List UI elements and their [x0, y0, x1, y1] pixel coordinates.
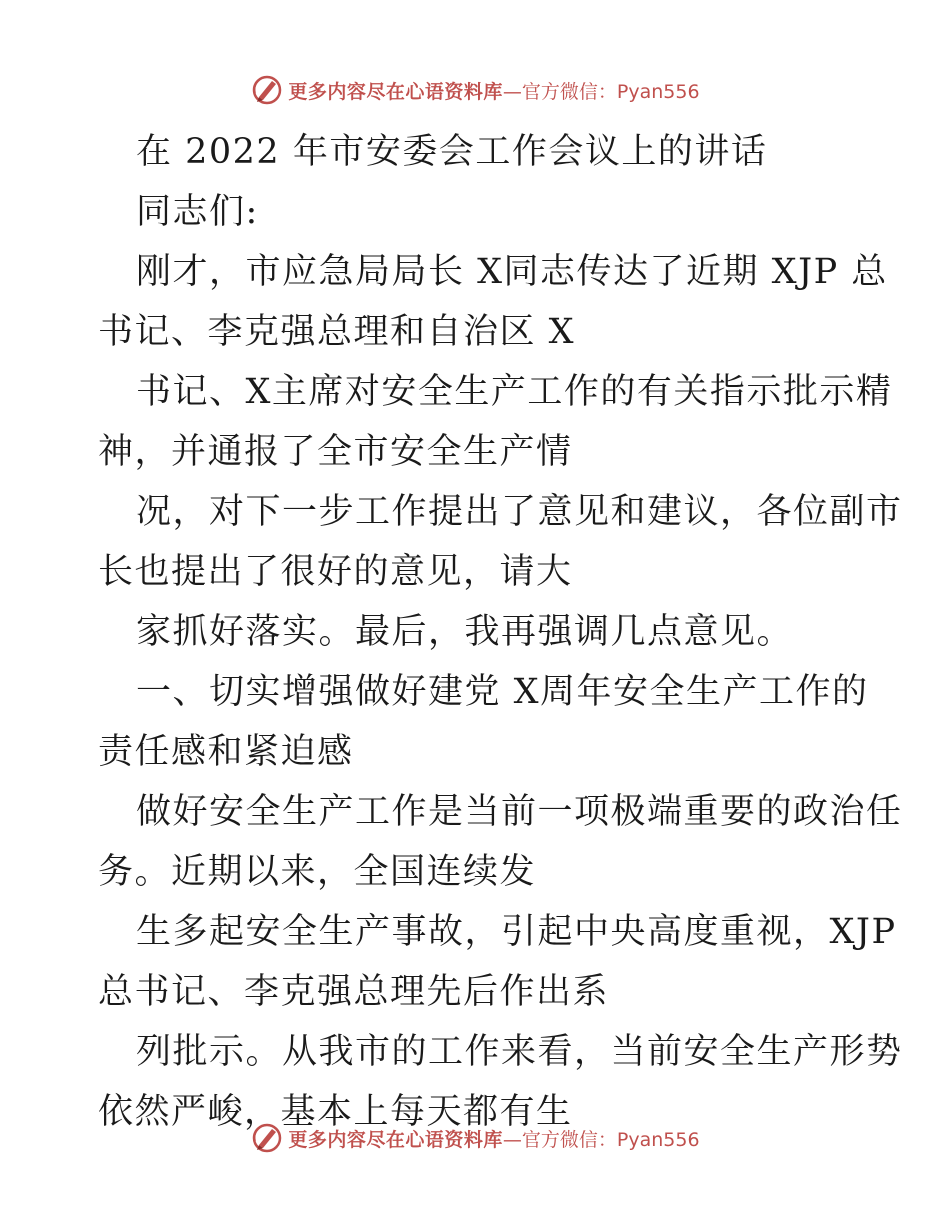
text-line: 长也提出了很好的意见，请大: [98, 552, 573, 592]
logo-icon: [250, 73, 284, 107]
header-banner-suffix: —官方微信：Pyan556: [502, 80, 700, 103]
text-line: 刚才，市应急局局长 X同志传达了近期 XJP 总: [136, 252, 888, 292]
text-line: 一、切实增强做好建党 X周年安全生产工作的: [136, 672, 869, 712]
text-line: 神，并通报了全市安全生产情: [98, 432, 573, 472]
footer-banner-text: 更多内容尽在心语资料库: [288, 1128, 503, 1151]
text-line: 在 2022 年市安委会工作会议上的讲话: [136, 132, 768, 172]
footer-banner-suffix: —官方微信：Pyan556: [502, 1128, 700, 1151]
footer-banner: [0, 1118, 950, 1158]
text-line: 责任感和紧迫感: [98, 732, 354, 772]
text-line: 书记、X主席对安全生产工作的有关指示批示精: [136, 372, 893, 412]
text-line: 况，对下一步工作提出了意见和建议，各位副市: [136, 492, 903, 532]
logo-icon: [250, 1121, 284, 1155]
text-line: 列批示。从我市的工作来看，当前安全生产形势: [136, 1032, 903, 1072]
document-body: [98, 122, 903, 1142]
text-line: 书记、李克强总理和自治区 X: [98, 312, 576, 352]
text-line: 同志们:: [136, 192, 259, 232]
text-line: 家抓好落实。最后，我再强调几点意见。: [136, 612, 794, 652]
text-line: 总书记、李克强总理先后作出系: [98, 972, 610, 1012]
header-banner: [0, 70, 950, 110]
text-line: 依然严峻，基本上每天都有生: [98, 1092, 573, 1132]
header-banner-text: 更多内容尽在心语资料库: [288, 80, 503, 103]
text-line: 做好安全生产工作是当前一项极端重要的政治任: [136, 792, 903, 832]
text-line: 生多起安全生产事故，引起中央高度重视，XJP: [136, 912, 897, 952]
text-line: 务。近期以来，全国连续发: [98, 852, 537, 892]
